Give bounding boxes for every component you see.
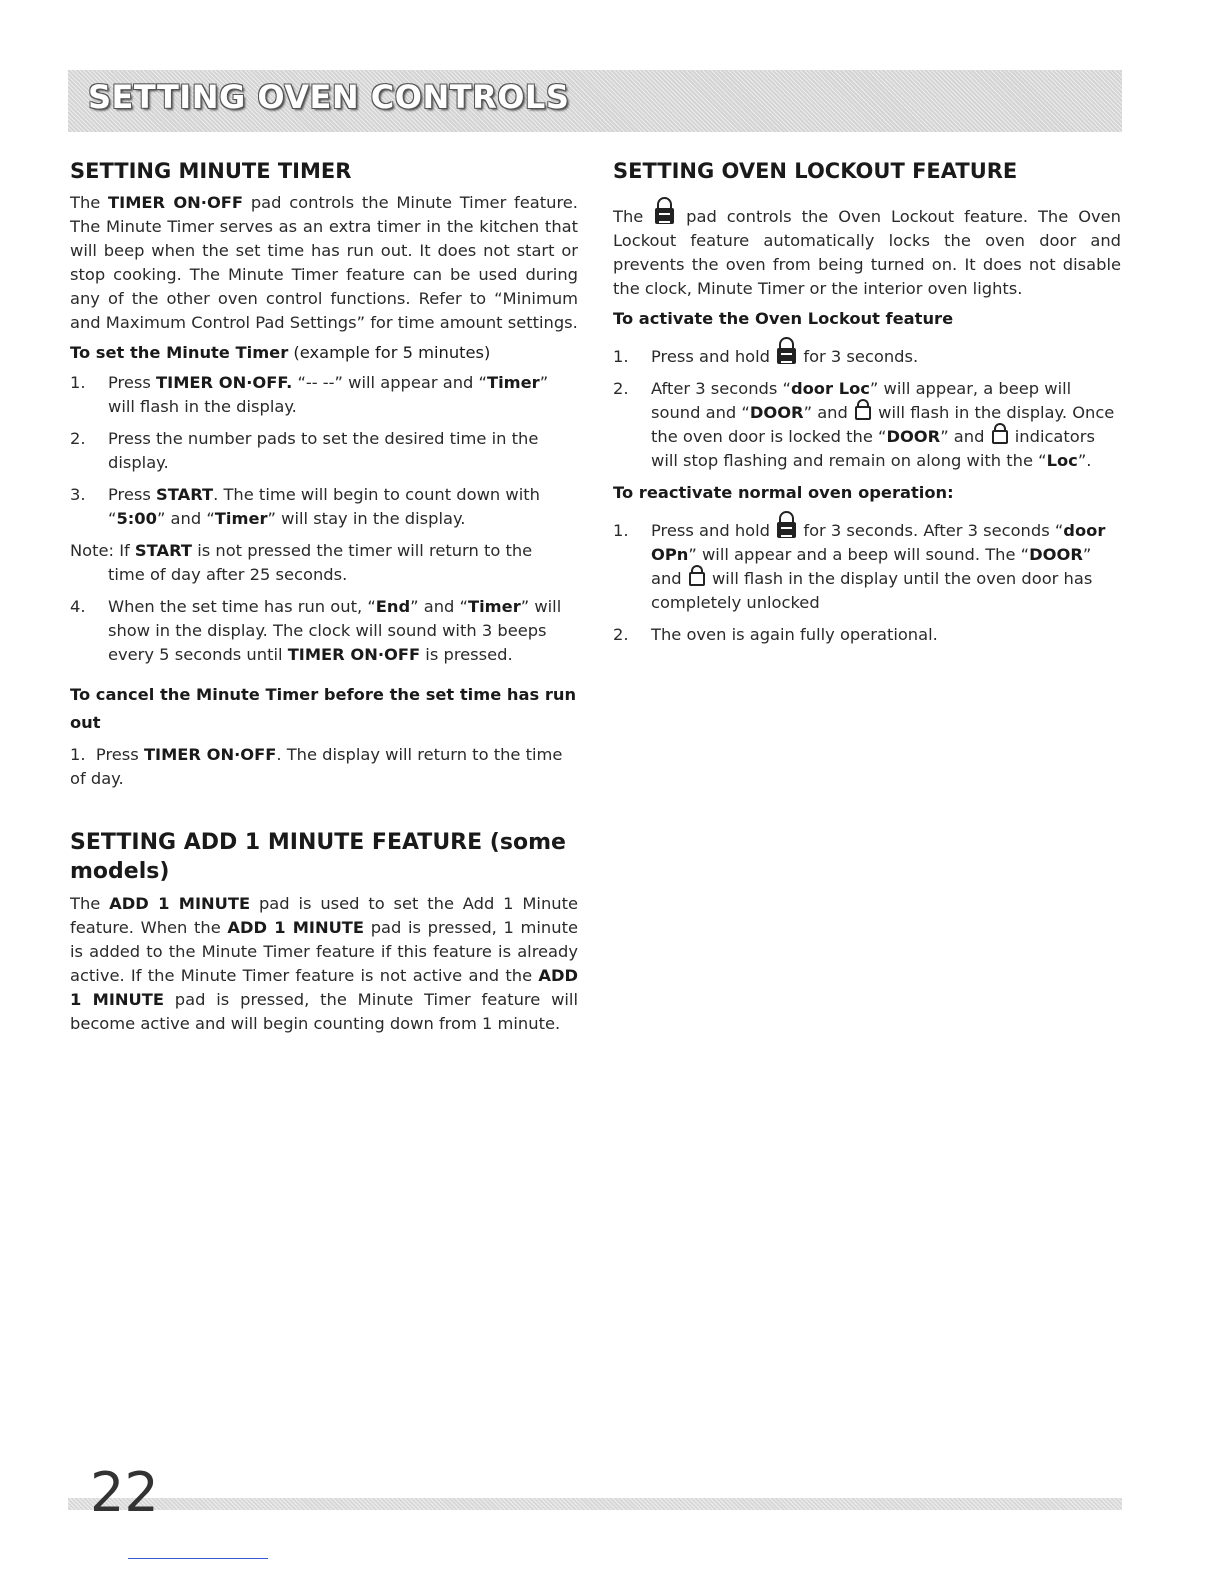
lock-indicator-icon xyxy=(689,572,705,586)
lock-indicator-icon xyxy=(855,406,871,420)
list-item: 2. After 3 seconds “door Loc” will appear, a beep will sound and “DOOR” and will flash in the display. Once the oven door is locked the “DOOR” and indicators will stop flashing and remain on along with the “Loc”. xyxy=(613,379,1115,471)
minute-timer-intro: The TIMER ON·OFF pad controls the Minute Timer feature. The Minute Timer serves as an extra timer in the kitchen that will beep when the set time has run out. It does not start or stop cooking. The Minute Timer feature can be used during any of the other oven control functions. Refer to “Minimum and Maximum Control Pad Settings” for time amount settings. xyxy=(70,193,578,333)
list-item: 1. Press and hold for 3 seconds. After 3 seconds “door OPn” will appear and a beep will sound. The “DOOR” and will flash in the display until the oven door has completely unlocked xyxy=(613,521,1106,613)
banner-title: SETTING OVEN CONTROLS xyxy=(88,78,570,116)
oven-lockout-pad-icon xyxy=(655,208,674,224)
lock-indicator-icon xyxy=(992,430,1008,444)
reactivate-steps xyxy=(613,519,1121,647)
lockout-intro: The pad controls the Oven Lockout feature. The Oven Lockout feature automatically locks the oven door and prevents the oven from being turned on. It does not disable the clock, Minute Timer or the interior oven lights. xyxy=(613,207,1121,299)
list-item: 2. Press the number pads to set the desired time in the display. xyxy=(70,429,539,473)
left-column xyxy=(70,158,578,1036)
divider xyxy=(128,1558,268,1559)
set-timer-subheading: To set the Minute Timer (example for 5 minutes) xyxy=(70,343,491,363)
list-item: 3. Press START. The time will begin to count down with “5:00” and “Timer” will stay in the display. xyxy=(70,485,540,529)
set-timer-steps-cont xyxy=(70,595,578,667)
activate-lockout-subheading: To activate the Oven Lockout feature xyxy=(613,309,954,329)
add-minute-heading: SETTING ADD 1 MINUTE FEATURE (some models) xyxy=(70,830,566,884)
lockout-heading: SETTING OVEN LOCKOUT FEATURE xyxy=(613,159,1018,183)
right-column xyxy=(613,158,1121,655)
list-item: 1. Press TIMER ON·OFF. “-- --” will appear and “Timer” will flash in the display. xyxy=(70,373,549,417)
cancel-timer-subheading: To cancel the Minute Timer before the set time has run out xyxy=(70,685,577,733)
section-banner xyxy=(68,70,1122,132)
set-timer-steps xyxy=(70,371,578,531)
cancel-timer-step: 1. Press TIMER ON·OFF. The display will return to the time of day. xyxy=(70,745,563,789)
list-item: 1. Press and hold for 3 seconds. xyxy=(613,347,919,367)
footer-bar xyxy=(68,1498,1122,1510)
minute-timer-heading: SETTING MINUTE TIMER xyxy=(70,159,352,183)
add-minute-body: The ADD 1 MINUTE pad is used to set the Add 1 Minute feature. When the ADD 1 MINUTE pad is pressed, 1 minute is added to the Minute Timer feature if this feature is already active. If the Minute Timer feature is not active and the ADD 1 MINUTE pad is pressed, the Minute Timer feature will become active and will begin counting down from 1 minute. xyxy=(70,894,578,1034)
page-number: 22 xyxy=(90,1461,159,1524)
reactivate-subheading: To reactivate normal oven operation: xyxy=(613,483,954,503)
list-item: 4. When the set time has run out, “End” and “Timer” will show in the display. The clock will sound with 3 beeps every 5 seconds until TIMER ON·OFF is pressed. xyxy=(70,597,562,665)
oven-lockout-pad-icon xyxy=(777,348,796,364)
oven-lockout-pad-icon xyxy=(777,522,796,538)
list-item: 2. The oven is again fully operational. xyxy=(613,625,938,645)
timer-note: Note: If START is not pressed the timer will return to the time of day after 25 seconds. xyxy=(70,541,533,585)
activate-lockout-steps xyxy=(613,345,1121,473)
